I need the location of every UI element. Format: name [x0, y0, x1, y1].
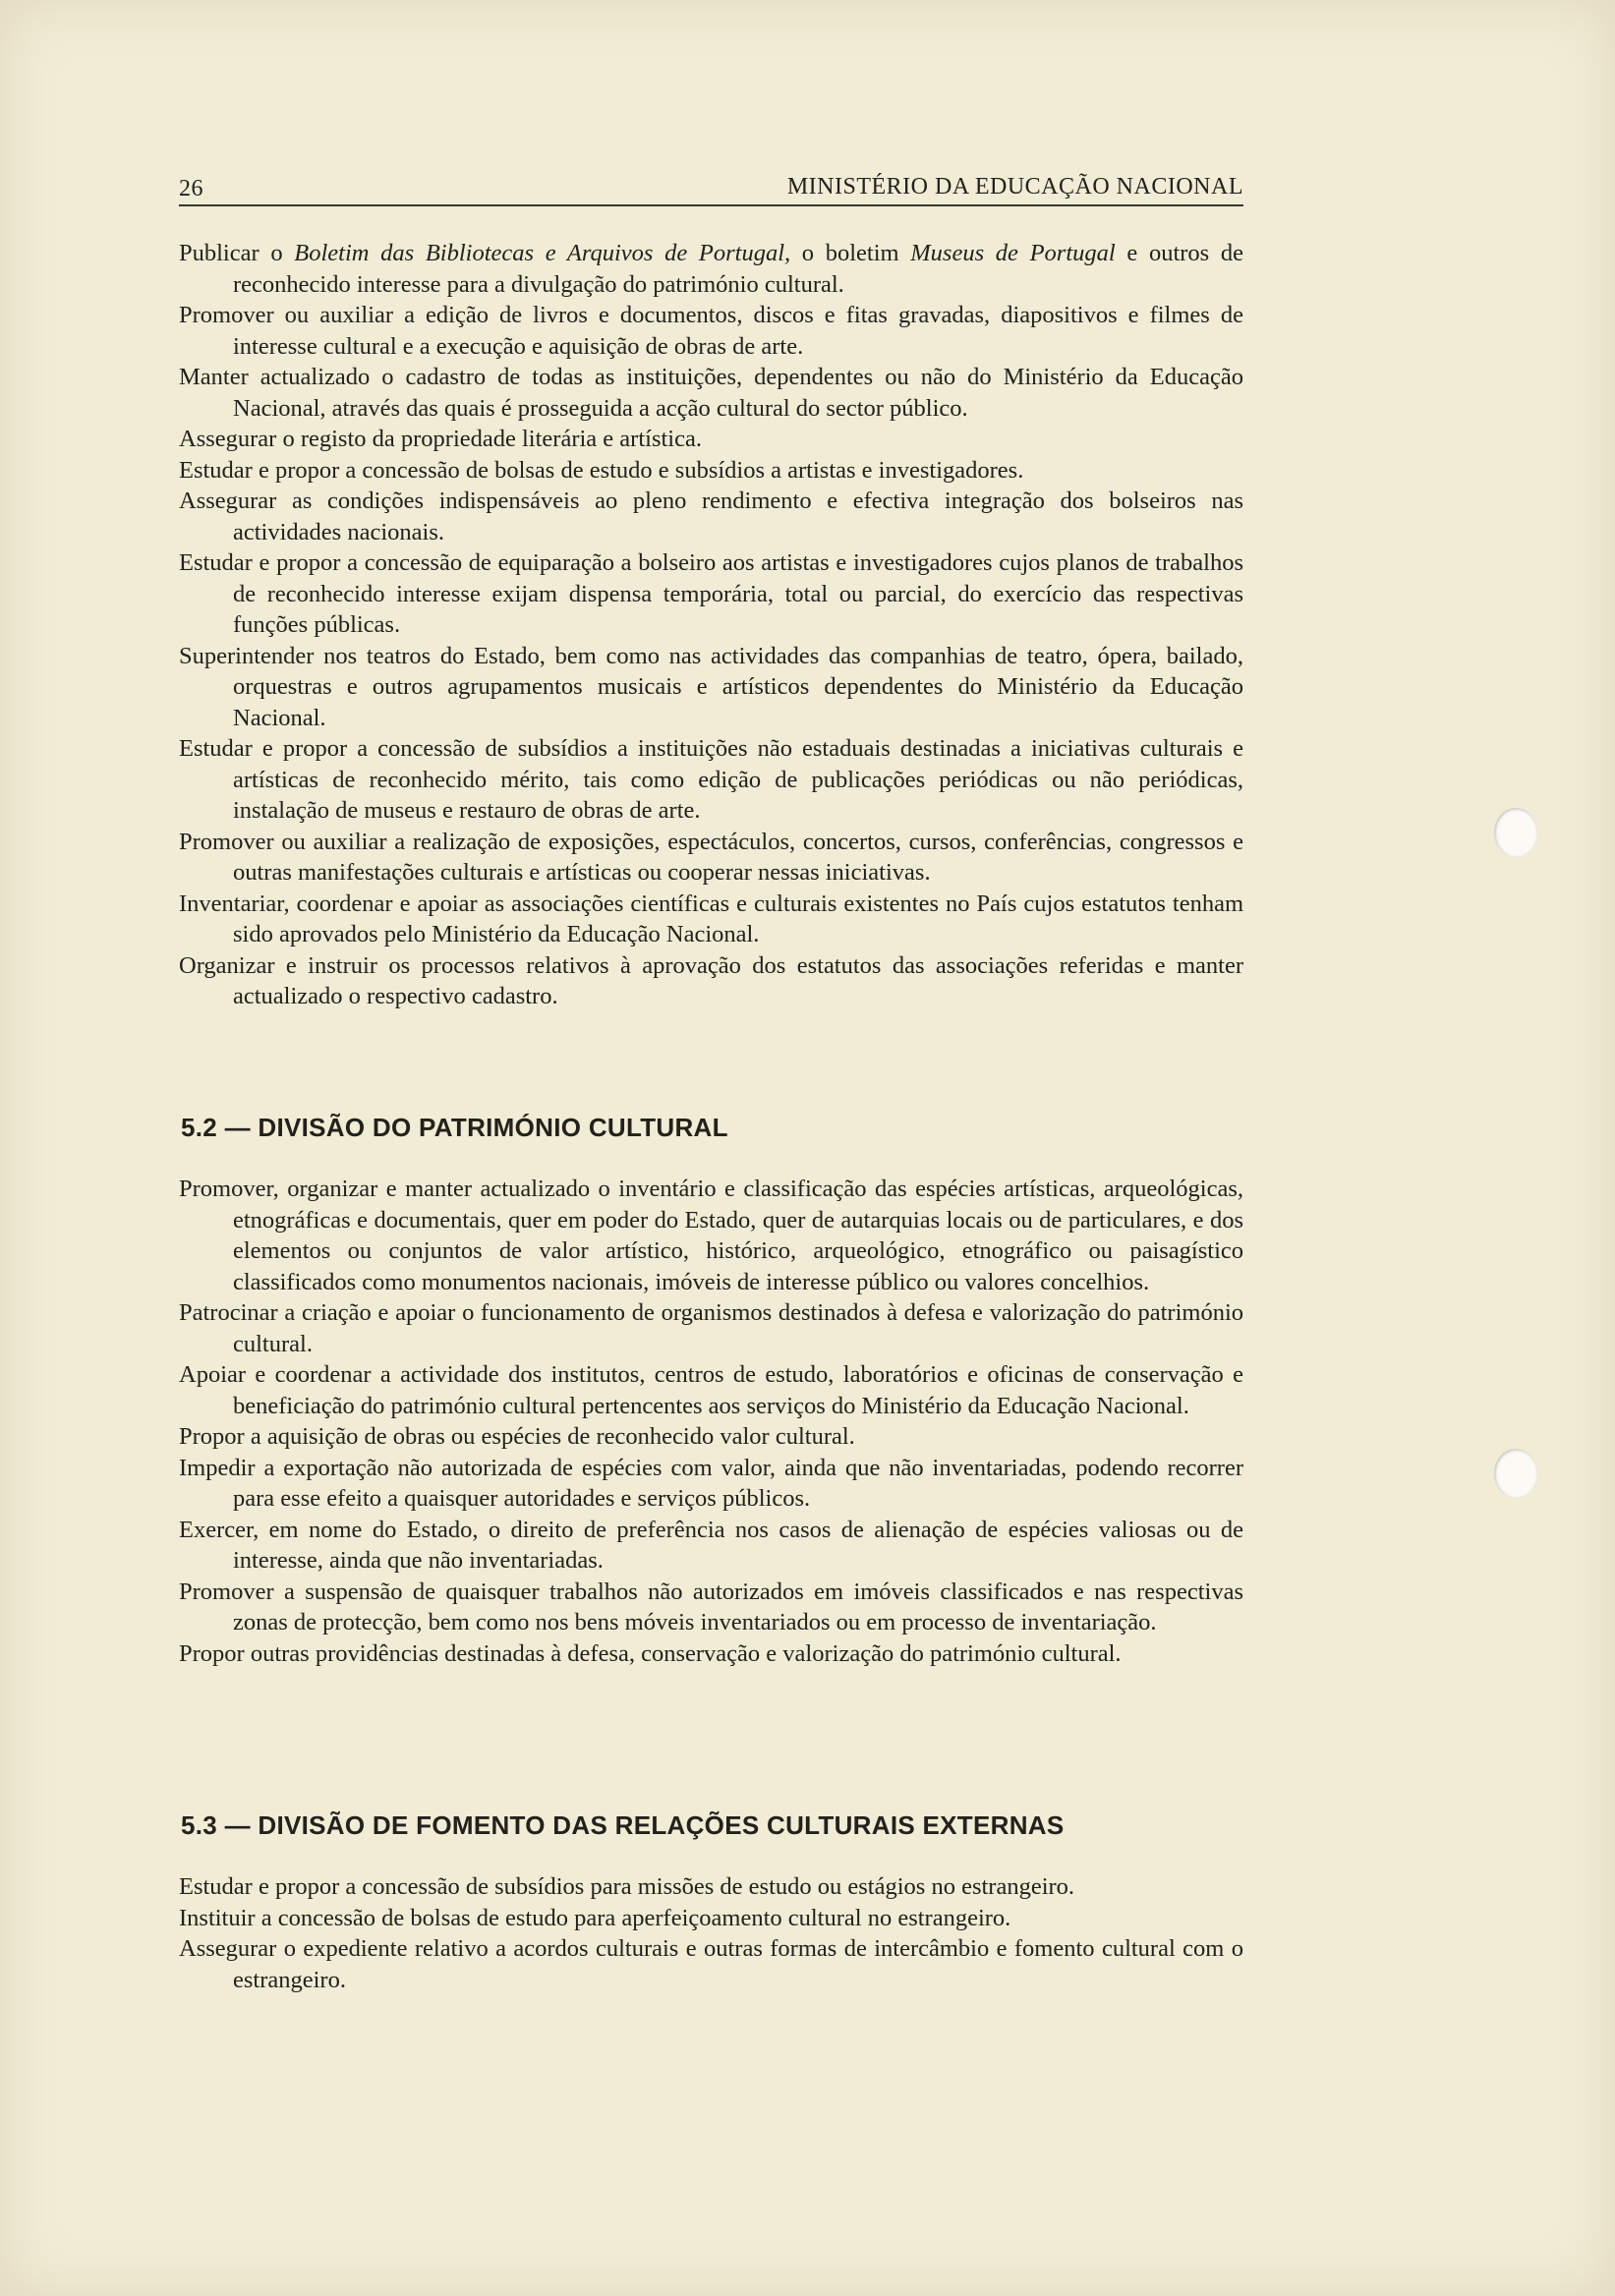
- page-header: [179, 165, 1243, 206]
- punch-hole: [1494, 1449, 1537, 1498]
- paragraph: Propor outras providências destinadas à defesa, conservação e valorização do património cultural.: [179, 1639, 1122, 1667]
- paragraph: Assegurar o expediente relativo a acordos culturais e outras formas de intercâmbio e fomento cultural com o estrangeiro.: [179, 1935, 1243, 1993]
- paragraph: Assegurar as condições indispensáveis ao pleno rendimento e efectiva integração dos bolseiros nas actividades nacionais.: [179, 488, 1243, 545]
- paragraph: Estudar e propor a concessão de subsídios para missões de estudo ou estágios no estrangeiro.: [179, 1873, 1075, 1900]
- section-heading: 5.3 — DIVISÃO DE FOMENTO DAS RELAÇÕES CULTURAIS EXTERNAS: [181, 1810, 1065, 1840]
- paragraph: Promover ou auxiliar a edição de livros e documentos, discos e fitas gravadas, diapositivos e filmes de interesse cultural e a execução e aquisição de obras de arte.: [179, 302, 1243, 360]
- section-cultural-activities: [179, 238, 1243, 1012]
- publication-title: Museus de Portugal: [910, 240, 1116, 266]
- paragraph: Manter actualizado o cadastro de todas as instituições, dependentes ou não do Ministério da Educação Nacional, através das quais é prosseguida a acção cultural do sector público.: [179, 364, 1243, 422]
- paragraph: Organizar e instruir os processos relativos à aprovação dos estatutos das associações referidas e manter actualizado o respectivo cadastro.: [179, 951, 1243, 1009]
- paragraph: Promover ou auxiliar a realização de exposições, espectáculos, concertos, cursos, conferências, congressos e outras manifestações culturais e artísticas ou cooperar nessas iniciativas.: [179, 828, 1243, 886]
- paragraph: Propor a aquisição de obras ou espécies de reconhecido valor cultural.: [179, 1423, 855, 1450]
- paragraph: Apoiar e coordenar a actividade dos institutos, centros de estudo, laboratórios e oficinas de conservação e beneficiação do património cultural pertencentes aos serviços do Ministério da Educação Nacional.: [179, 1361, 1243, 1419]
- section-heading: 5.2 — DIVISÃO DO PATRIMÓNIO CULTURAL: [181, 1113, 728, 1142]
- paragraph: Impedir a exportação não autorizada de espécies com valor, ainda que não inventariadas, podendo recorrer para esse efeito a quaisquer autoridades e serviços públicos.: [179, 1454, 1243, 1512]
- section-cultural-heritage: [179, 1174, 1243, 1669]
- running-title: MINISTÉRIO DA EDUCAÇÃO NACIONAL: [786, 174, 1243, 200]
- text: Publicar o: [179, 240, 295, 266]
- paragraph: Estudar e propor a concessão de bolsas de estudo e subsídios a artistas e investigadores.: [179, 456, 1024, 484]
- paragraph: Estudar e propor a concessão de subsídios a instituições não estaduais destinadas a iniciativas culturais e artísticas de reconhecido mérito, tais como edição de publicações periódicas ou não periódicas, instalação de museus e restauro de obras de arte.: [179, 735, 1243, 824]
- paragraph: Estudar e propor a concessão de equiparação a bolseiro aos artistas e investigadores cujos planos de trabalhos de reconhecido interesse exijam dispensa temporária, total ou parcial, do exercício das respectivas funções públicas.: [179, 549, 1243, 638]
- paragraph: Instituir a concessão de bolsas de estudo para aperfeiçoamento cultural no estrangeiro.: [179, 1904, 1011, 1931]
- paragraph: Exercer, em nome do Estado, o direito de preferência nos casos de alienação de espécies valiosas ou de interesse, ainda que não inventariadas.: [179, 1516, 1243, 1574]
- punch-hole: [1494, 808, 1537, 857]
- text: e outros de reconhecido interesse para a divulgação do património cultural.: [233, 240, 1243, 298]
- paragraph: Promover, organizar e manter actualizado o inventário e classificação das espécies artísticas, arqueológicas, etnográficas e documentais, quer em poder do Estado, quer de autarquias locais ou de particulares, e dos elementos ou conjuntos de valor artístico, histórico, arqueológico, etnográfico ou paisagístico classificados como monumentos nacionais, imóveis de interesse público ou valores concelhios.: [179, 1176, 1243, 1295]
- page-number: 26: [179, 176, 203, 201]
- text: o boletim: [790, 240, 911, 266]
- paragraph: Promover a suspensão de quaisquer trabalhos não autorizados em imóveis classificados e nas respectivas zonas de protecção, bem como nos bens móveis inventariados ou em processo de inventariação.: [179, 1578, 1243, 1636]
- section-external-relations: [179, 1871, 1243, 1995]
- paragraph: Assegurar o registo da propriedade literária e artística.: [179, 426, 702, 452]
- publication-title: Boletim das Bibliotecas e Arquivos de Portugal,: [294, 240, 791, 266]
- paragraph: [179, 238, 1243, 300]
- paragraph: Inventariar, coordenar e apoiar as associações científicas e culturais existentes no País cujos estatutos tenham sido aprovados pelo Ministério da Educação Nacional.: [179, 890, 1243, 947]
- paragraph: Patrocinar a criação e apoiar o funcionamento de organismos destinados à defesa e valorização do património cultural.: [179, 1299, 1243, 1357]
- paragraph: Superintender nos teatros do Estado, bem como nas actividades das companhias de teatro, ópera, bailado, orquestras e outros agrupamentos musicais e artísticos dependentes do Ministério da Educação Nacional.: [179, 642, 1243, 731]
